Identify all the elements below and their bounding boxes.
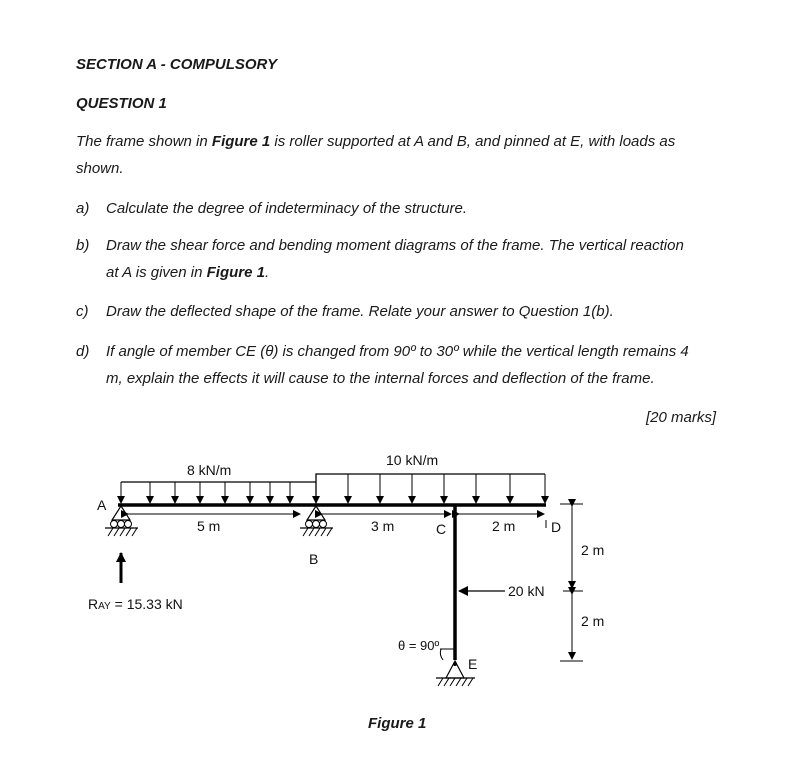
part-a-marker: a) — [76, 200, 90, 217]
span-cd-label: 2 m — [492, 518, 516, 534]
node-c-label: C — [436, 521, 447, 537]
part-c-text: Draw the deflected shape of the frame. Relate your answer to Question 1(b). — [106, 303, 614, 320]
question-heading: QUESTION 1 — [76, 95, 167, 112]
udl-8kn-m — [121, 482, 316, 503]
section-heading: SECTION A - COMPULSORY — [76, 56, 278, 73]
point-load-label: 20 kN — [508, 583, 545, 599]
node-e-label: E — [468, 656, 478, 672]
load-10kn-label: 10 kN/m — [386, 452, 439, 468]
dim-vertical — [560, 504, 583, 661]
height-lower-label: 2 m — [581, 613, 605, 629]
node-d-label: D — [551, 519, 562, 535]
part-c-marker: c) — [76, 303, 89, 320]
udl-10kn-m — [316, 474, 545, 503]
node-b-label: B — [309, 551, 319, 567]
part-d-marker: d) — [76, 343, 90, 360]
part-a-text: Calculate the degree of indeterminacy of the structure. — [106, 200, 468, 217]
reaction-value: = 15.33 kN — [110, 596, 183, 612]
reaction-label — [88, 596, 183, 615]
height-upper-label: 2 m — [581, 542, 605, 558]
figure-reference-b: Figure 1 — [206, 264, 265, 281]
angle-label: θ = 90º — [398, 638, 440, 653]
intro-line-2: shown. — [76, 160, 124, 177]
node-a-label: A — [97, 497, 107, 513]
part-b-text-end: . — [264, 264, 270, 281]
part-b-marker: b) — [76, 237, 90, 254]
roller-support-b — [300, 506, 333, 536]
part-d-text: If angle of member CE (θ) is changed from 90º to 30º while the vertical length remains 4 — [106, 343, 689, 360]
reaction-symbol: R — [88, 596, 99, 612]
figure-caption: Figure 1 — [368, 715, 427, 732]
span-ab-label: 5 m — [197, 518, 221, 534]
intro-text: The frame shown in — [76, 133, 212, 150]
marks-label: [20 marks] — [646, 409, 717, 426]
roller-support-a — [105, 506, 138, 536]
load-8kn-label: 8 kN/m — [187, 462, 232, 478]
intro-text-continued: is roller supported at A and B, and pinned at E, with loads as — [270, 133, 676, 150]
part-b-text: Draw the shear force and bending moment diagrams of the frame. The vertical reaction — [106, 237, 684, 254]
reaction-subscript: AY — [98, 601, 111, 612]
part-b-text-start: at A is given in — [106, 264, 207, 281]
angle-symbol — [440, 649, 455, 660]
figure-reference: Figure 1 — [211, 133, 271, 150]
part-d-text-line-2: m, explain the effects it will cause to the internal forces and deflection of the frame. — [106, 370, 655, 387]
span-bc-label: 3 m — [371, 518, 395, 534]
